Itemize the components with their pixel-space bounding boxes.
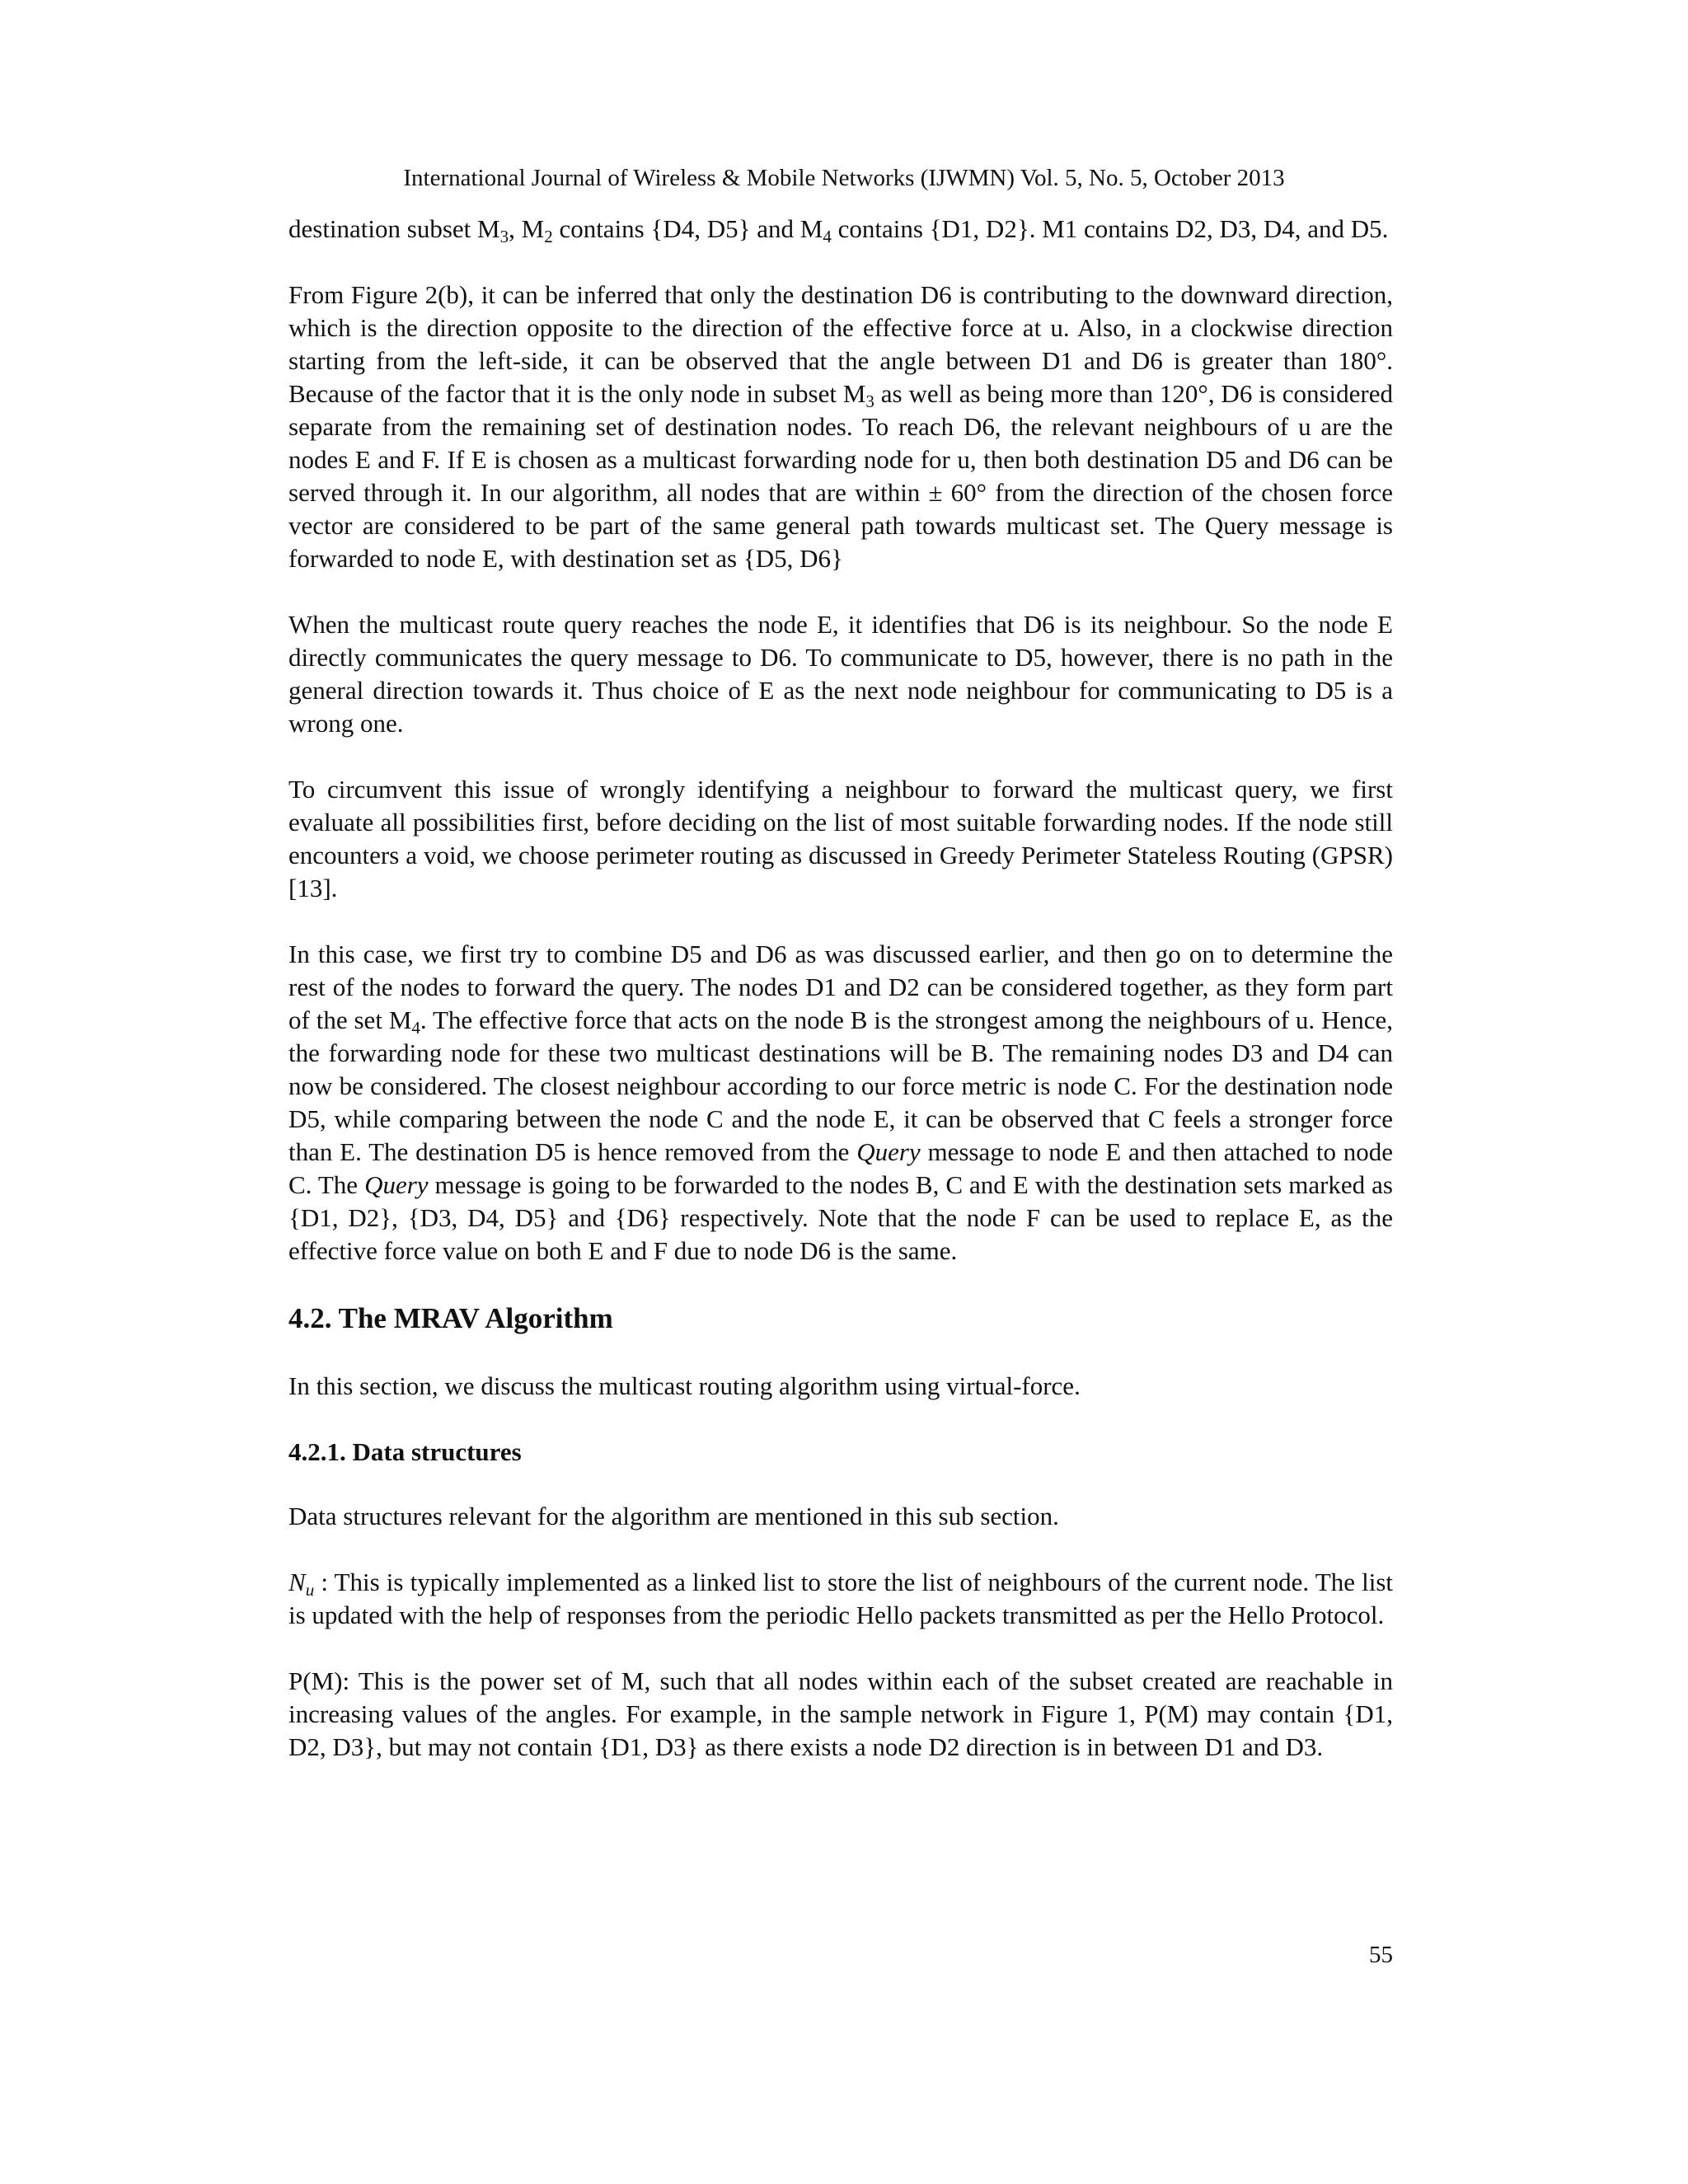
paragraph-5 xyxy=(288,938,1393,1268)
italic-term: Query xyxy=(856,1137,921,1166)
subscript: 4 xyxy=(411,1018,420,1038)
text-segment: In this case, we first try to combine D5 and D6 as was discussed earlier, and then go on to determine the rest of the nodes to forward the query. The nodes D1 and D2 can be considered together, as they form part of the set M xyxy=(288,940,1393,1034)
paragraph-8 xyxy=(288,1566,1393,1632)
text-segment: message is going to be forwarded to the nodes B, C and E with the destination sets marked as {D1, D2}, {D3, D4, D5} and {D6} respectively. Note that the node F can be used to replace E, as the effective force value on both E and F due to node D6 is the same. xyxy=(288,1170,1393,1265)
body-text xyxy=(288,213,1393,1797)
subscript: 2 xyxy=(544,227,553,246)
text-segment: From Figure 2(b), it can be inferred that only the destination D6 is contributing to the downward direction, which is the direction opposite to the direction of the effective force at u. Also, in a clockwise direction starting from the left-side, it can be observed that the angle between D1 and D6 is greater than 180°. Because of the factor that it is the only node in subset M xyxy=(288,280,1393,408)
subscript: 4 xyxy=(823,227,832,246)
subscript: 3 xyxy=(499,227,509,246)
text-segment: , M xyxy=(509,214,545,243)
running-header: International Journal of Wireless & Mobile Networks (IJWMN) Vol. 5, No. 5, October 2013 xyxy=(403,165,1285,191)
subscript: 3 xyxy=(865,391,874,411)
text-segment: contains {D4, D5} and M xyxy=(552,214,823,243)
paragraph-2 xyxy=(288,279,1393,575)
symbol: N xyxy=(288,1568,306,1596)
text-segment: destination subset M xyxy=(288,214,500,243)
subsection-heading: 4.2.1. Data structures xyxy=(288,1437,522,1466)
paragraph-7: Data structures relevant for the algorithm are mentioned in this sub section. xyxy=(288,1502,1059,1530)
paragraph-3: When the multicast route query reaches the node E, it identifies that D6 is its neighbour. So the node E directly communicates the query message to D6. To communicate to D5, however, there is no path in the general direction towards it. Thus choice of E as the next node neighbour for communicating to D5 is a wrong one. xyxy=(288,610,1393,738)
text-segment: . The effective force that acts on the node B is the strongest among the neighbours of u. Hence, the forwarding node for these two multicast destinations will be B. The remaining nodes D3 and D4 can now be considered. The closest neighbour according to our force metric is node C. For the destination node D5, while comparing between the node C and the node E, it can be observed that C feels a stronger force than E. The destination D5 is hence removed from the xyxy=(288,1005,1393,1166)
symbol-subscript: u xyxy=(305,1580,315,1600)
text-segment: as well as being more than 120°, D6 is considered separate from the remaining set of destination nodes. To reach D6, the relevant neighbours of u are the nodes E and F. If E is chosen as a multicast forwarding node for u, then both destination D5 and D6 can be served through it. In our algorithm, all nodes that are within ± 60° from the direction of the chosen force vector are considered to be part of the same general path towards multicast set. The Query message is forwarded to node E, with destination set as {D5, D6} xyxy=(288,379,1393,573)
paragraph-9: P(M): This is the power set of M, such that all nodes within each of the subset created are reachable in increasing values of the angles. For example, in the sample network in Figure 1, P(M) may contain {D1, D2, D3}, but may not contain {D1, D3} as there exists a node D2 direction is in between D1 and D3. xyxy=(288,1666,1393,1761)
paragraph-4: To circumvent this issue of wrongly identifying a neighbour to forward the multicast query, we first evaluate all possibilities first, before deciding on the list of most suitable forwarding nodes. If the node still encounters a void, we choose perimeter routing as discussed in Greedy Perimeter Stateless Routing (GPSR)[13]. xyxy=(288,775,1393,902)
italic-term: Query xyxy=(364,1170,429,1199)
text-segment: : This is typically implemented as a linked list to store the list of neighbours of the current node. The list is updated with the help of responses from the periodic Hello packets transmitted as per the Hello Protocol. xyxy=(288,1568,1393,1629)
text-segment: contains {D1, D2}. M1 contains D2, D3, D4, and D5. xyxy=(831,214,1389,243)
section-heading: 4.2. The MRAV Algorithm xyxy=(288,1302,613,1334)
page-number: 55 xyxy=(1369,1942,1393,1968)
paragraph-1 xyxy=(288,213,1393,246)
text-segment: message to node E and then attached to node C. The xyxy=(288,1137,1394,1199)
paragraph-6: In this section, we discuss the multicast routing algorithm using virtual-force. xyxy=(288,1371,1081,1400)
subscript xyxy=(306,1580,315,1600)
